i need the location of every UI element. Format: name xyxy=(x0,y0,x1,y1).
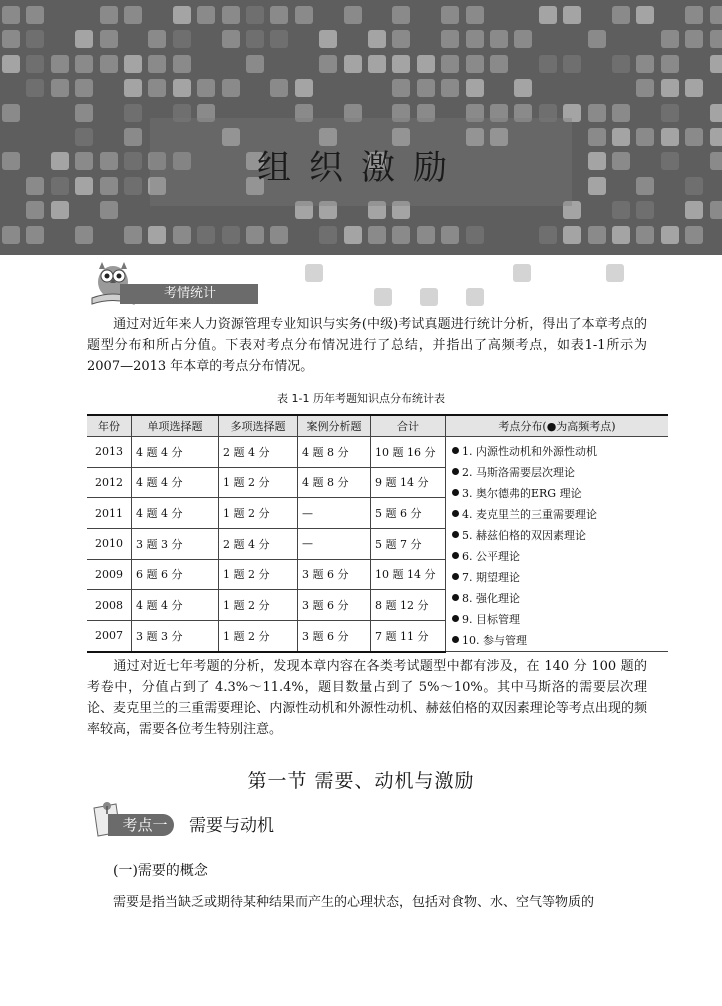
banner-square xyxy=(368,55,386,73)
banner-square xyxy=(588,104,606,122)
cell-single: 4 题 4 分 xyxy=(132,437,219,468)
banner-square xyxy=(612,104,630,122)
banner-square xyxy=(319,55,337,73)
banner-square xyxy=(75,79,93,97)
banner-square xyxy=(563,226,581,244)
banner-square xyxy=(392,226,410,244)
cell-single: 4 题 4 分 xyxy=(132,590,219,621)
banner-square xyxy=(173,226,191,244)
bullet-icon xyxy=(452,615,459,622)
banner-square xyxy=(661,30,679,48)
sub-heading: (一)需要的概念 xyxy=(113,863,208,879)
banner-square xyxy=(173,6,191,24)
cell-year: 2007 xyxy=(87,620,132,651)
banner-square xyxy=(539,55,557,73)
banner-square xyxy=(319,30,337,48)
banner-square xyxy=(344,226,362,244)
analysis-text: 通过对近七年考题的分析，发现本章内容在各类考试题型中都有涉及，在 140 分 100 题的考卷中，分值占到了 4.3%～11.4%，题目数量占到了 5%～10%。其中马斯洛的需要层次理论、麦克里兰的三重需要理论、内源性动机和外源性动机、赫兹伯格的双因素理论等考点出现的频率较高，需要各位考生特别注意。 xyxy=(87,659,647,737)
cell-multi: 1 题 2 分 xyxy=(219,620,298,651)
cell-multi: 1 题 2 分 xyxy=(219,559,298,590)
banner-square xyxy=(148,79,166,97)
banner-square xyxy=(710,55,722,73)
banner-square xyxy=(417,55,435,73)
table-row xyxy=(87,437,668,468)
banner-square xyxy=(661,226,679,244)
banner-square xyxy=(612,226,630,244)
banner-square xyxy=(417,79,435,97)
point-item: 9. 目标管理 xyxy=(452,609,668,630)
bullet-icon xyxy=(452,531,459,538)
table-caption: 表 1-1 历年考题知识点分布统计表 xyxy=(277,392,445,405)
banner-square xyxy=(51,79,69,97)
banner-square xyxy=(2,6,20,24)
banner-square xyxy=(26,30,44,48)
banner-square xyxy=(685,226,703,244)
bullet-icon xyxy=(452,552,459,559)
cell-total: 9 题 14 分 xyxy=(371,467,446,498)
banner-square xyxy=(368,226,386,244)
banner-square xyxy=(466,79,484,97)
banner-square xyxy=(270,30,288,48)
cell-case: 4 题 8 分 xyxy=(298,467,371,498)
banner-square xyxy=(100,201,118,219)
cell-year: 2009 xyxy=(87,559,132,590)
banner-square xyxy=(124,226,142,244)
banner-square xyxy=(636,6,654,24)
banner-square xyxy=(417,226,435,244)
banner-square xyxy=(148,30,166,48)
point-item: 1. 内源性动机和外源性动机 xyxy=(452,441,668,462)
banner-square xyxy=(75,55,93,73)
banner-square xyxy=(173,30,191,48)
banner-square xyxy=(612,201,630,219)
banner-square xyxy=(75,30,93,48)
col-single-choice: 单项选择题 xyxy=(132,415,219,437)
cell-year: 2013 xyxy=(87,437,132,468)
banner-square xyxy=(124,6,142,24)
banner-square xyxy=(392,30,410,48)
cell-total: 8 题 12 分 xyxy=(371,590,446,621)
banner-square xyxy=(612,6,630,24)
col-case: 案例分析题 xyxy=(298,415,371,437)
banner-square xyxy=(661,79,679,97)
banner-square xyxy=(319,226,337,244)
banner-square xyxy=(441,6,459,24)
banner-square xyxy=(26,79,44,97)
banner-square xyxy=(2,104,20,122)
banner-square xyxy=(710,201,722,219)
bullet-icon xyxy=(452,468,459,475)
banner-square xyxy=(270,79,288,97)
banner-square xyxy=(392,6,410,24)
cell-case: 3 题 6 分 xyxy=(298,590,371,621)
banner-square xyxy=(344,6,362,24)
cell-multi: 2 题 4 分 xyxy=(219,528,298,559)
cell-total: 5 题 7 分 xyxy=(371,528,446,559)
cell-total: 10 题 14 分 xyxy=(371,559,446,590)
banner-square xyxy=(466,226,484,244)
bullet-icon xyxy=(452,636,459,643)
cell-multi: 1 题 2 分 xyxy=(219,498,298,529)
body-text: 需要是指当缺乏或期待某种结果而产生的心理状态，包括对食物、水、空气等物质的 xyxy=(113,895,595,910)
banner-square xyxy=(636,201,654,219)
point-item: 5. 赫兹伯格的双因素理论 xyxy=(452,525,668,546)
banner-square xyxy=(710,6,722,24)
point-item: 6. 公平理论 xyxy=(452,546,668,567)
banner-square xyxy=(490,55,508,73)
banner-square xyxy=(173,55,191,73)
cell-total: 7 题 11 分 xyxy=(371,620,446,651)
banner-square xyxy=(2,30,20,48)
banner-square xyxy=(563,55,581,73)
chapter-title: 组织激励 xyxy=(257,148,465,188)
cell-year: 2008 xyxy=(87,590,132,621)
bullet-icon xyxy=(452,573,459,580)
banner-square xyxy=(661,55,679,73)
banner-square xyxy=(222,6,240,24)
banner-square xyxy=(222,30,240,48)
section-title: 第一节 需要、动机与激励 xyxy=(247,770,475,792)
banner-square xyxy=(295,79,313,97)
banner-square xyxy=(246,6,264,24)
banner-square xyxy=(246,30,264,48)
banner-square xyxy=(392,79,410,97)
banner-square xyxy=(222,79,240,97)
banner-square xyxy=(100,55,118,73)
banner-square xyxy=(441,55,459,73)
cell-year: 2010 xyxy=(87,528,132,559)
banner-square xyxy=(197,79,215,97)
point-item: 8. 强化理论 xyxy=(452,588,668,609)
banner-square xyxy=(392,55,410,73)
banner-square xyxy=(636,226,654,244)
banner-square xyxy=(26,201,44,219)
banner-square xyxy=(685,30,703,48)
banner-square xyxy=(563,6,581,24)
banner-square xyxy=(246,55,264,73)
banner-square xyxy=(75,104,93,122)
banner-square xyxy=(75,226,93,244)
cell-year: 2012 xyxy=(87,467,132,498)
point-item: 4. 麦克里兰的三重需要理论 xyxy=(452,504,668,525)
analysis-paragraph xyxy=(87,656,647,740)
cell-single: 4 题 4 分 xyxy=(132,467,219,498)
bullet-icon xyxy=(452,447,459,454)
banner-square xyxy=(612,55,630,73)
banner-square xyxy=(441,79,459,97)
banner-square xyxy=(124,104,142,122)
banner-square xyxy=(539,6,557,24)
bullet-icon xyxy=(452,594,459,601)
banner-square xyxy=(466,30,484,48)
point-item: 3. 奥尔德弗的ERG 理论 xyxy=(452,483,668,504)
banner-square xyxy=(685,79,703,97)
banner-square xyxy=(2,226,20,244)
banner-square xyxy=(173,79,191,97)
banner-square xyxy=(270,6,288,24)
banner-square xyxy=(197,226,215,244)
banner-square xyxy=(51,201,69,219)
banner-square xyxy=(246,226,264,244)
banner-square xyxy=(344,55,362,73)
cell-case: — xyxy=(298,528,371,559)
cell-multi: 1 题 2 分 xyxy=(219,467,298,498)
banner-square xyxy=(295,6,313,24)
cell-total: 5 题 6 分 xyxy=(371,498,446,529)
banner-square xyxy=(148,55,166,73)
banner-square xyxy=(100,30,118,48)
cell-single: 3 题 3 分 xyxy=(132,620,219,651)
banner-square xyxy=(466,55,484,73)
banner-square xyxy=(636,79,654,97)
chapter-banner xyxy=(0,0,722,255)
banner-square xyxy=(222,226,240,244)
cell-single: 6 题 6 分 xyxy=(132,559,219,590)
cell-case: — xyxy=(298,498,371,529)
banner-square xyxy=(490,30,508,48)
banner-square xyxy=(588,226,606,244)
col-points: 考点分布(●为高频考点) xyxy=(446,415,669,437)
banner-square xyxy=(685,6,703,24)
banner-square xyxy=(26,55,44,73)
banner-square xyxy=(661,104,679,122)
banner-square xyxy=(124,79,142,97)
banner-square xyxy=(26,6,44,24)
banner-square xyxy=(26,226,44,244)
banner-square xyxy=(441,30,459,48)
banner-square xyxy=(588,30,606,48)
banner-square xyxy=(124,55,142,73)
cell-case: 3 题 6 分 xyxy=(298,620,371,651)
bullet-icon xyxy=(452,489,459,496)
banner-square xyxy=(514,79,532,97)
points-cell xyxy=(446,437,669,652)
cell-single: 3 题 3 分 xyxy=(132,528,219,559)
table-header-row xyxy=(87,415,668,437)
exam-stats-table xyxy=(87,414,668,653)
banner-square xyxy=(710,30,722,48)
banner-square xyxy=(148,226,166,244)
banner-square xyxy=(270,226,288,244)
bullet-icon xyxy=(452,510,459,517)
body-paragraph xyxy=(87,892,647,913)
banner-square xyxy=(710,104,722,122)
point-item: 7. 期望理论 xyxy=(452,567,668,588)
banner-square xyxy=(466,6,484,24)
exam-stats-label: 考情统计 xyxy=(120,284,258,304)
key-point-title: 需要与动机 xyxy=(189,816,274,836)
point-item: 10. 参与管理 xyxy=(452,630,668,651)
cell-single: 4 题 4 分 xyxy=(132,498,219,529)
point-item: 2. 马斯洛需要层次理论 xyxy=(452,462,668,483)
banner-square xyxy=(514,30,532,48)
col-year: 年份 xyxy=(87,415,132,437)
cell-total: 10 题 16 分 xyxy=(371,437,446,468)
banner-square xyxy=(100,6,118,24)
intro-paragraph xyxy=(87,314,647,377)
banner-square xyxy=(51,55,69,73)
cell-multi: 1 题 2 分 xyxy=(219,590,298,621)
banner-square xyxy=(539,226,557,244)
banner-square xyxy=(197,6,215,24)
banner-square xyxy=(368,30,386,48)
col-multi-choice: 多项选择题 xyxy=(219,415,298,437)
banner-square xyxy=(636,55,654,73)
cell-case: 4 题 8 分 xyxy=(298,437,371,468)
banner-square xyxy=(441,226,459,244)
key-point-tag: 考点一 xyxy=(108,814,174,836)
col-total: 合计 xyxy=(371,415,446,437)
intro-text: 通过对近年来人力资源管理专业知识与实务(中级)考试真题进行统计分析，得出了本章考点的题型分布和所占分值。下表对考点分布情况进行了总结，并指出了高频考点，如表1-1所示为 2007—2013 年本章的考点分布情况。 xyxy=(87,317,647,374)
cell-multi: 2 题 4 分 xyxy=(219,437,298,468)
banner-square xyxy=(2,55,20,73)
cell-year: 2011 xyxy=(87,498,132,529)
banner-square xyxy=(685,201,703,219)
cell-case: 3 题 6 分 xyxy=(298,559,371,590)
